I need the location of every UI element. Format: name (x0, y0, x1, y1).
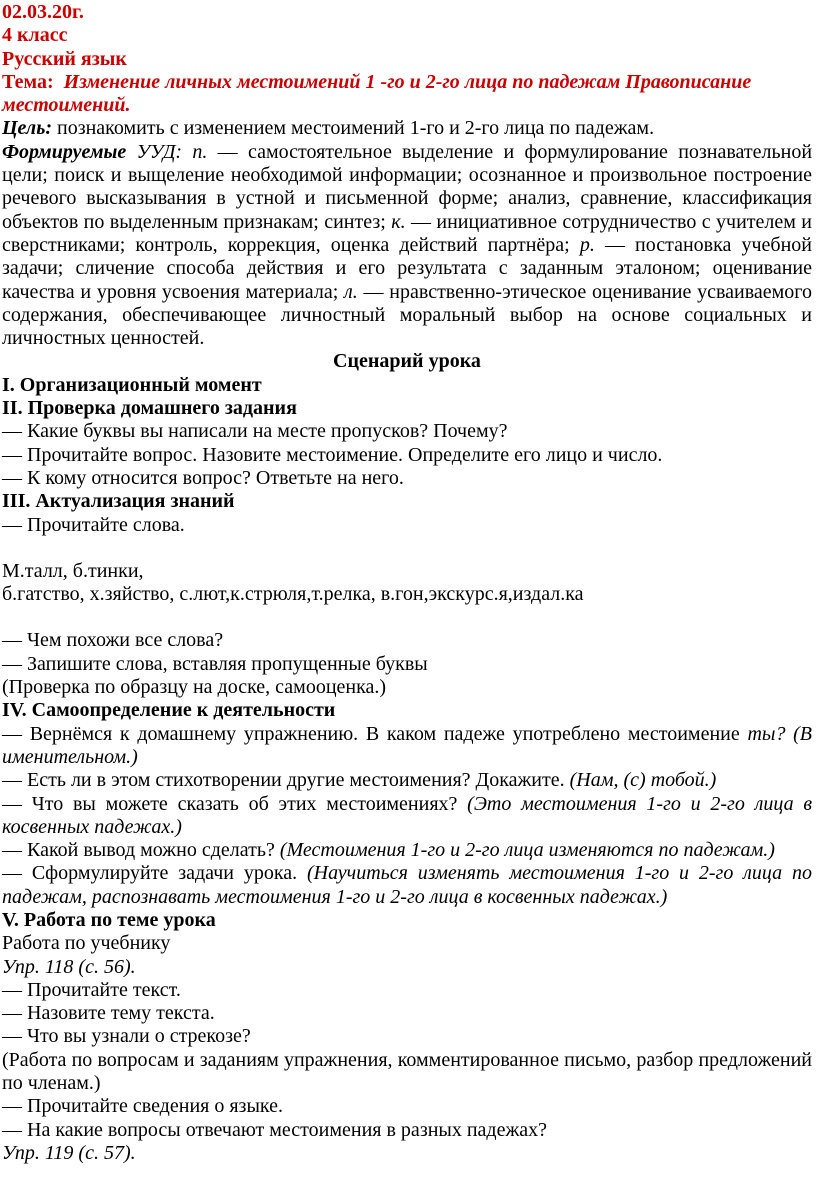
q4-text: — Какой вывод можно сделать? (2, 839, 275, 862)
section-3-line-1: — Прочитайте слова. (2, 513, 185, 536)
exercise-118: Упр. 118 (с. 56). (2, 955, 136, 978)
section-4-q3 (2, 793, 812, 840)
uud-paragraph (2, 141, 812, 351)
lesson-subject: Русский язык (2, 47, 127, 70)
lesson-topic (2, 71, 812, 118)
section-4-q4 (2, 839, 812, 862)
section-1-title: I. Организационный момент (2, 373, 262, 396)
q4-answer: (Местоимения 1-го и 2-го лица изменяются по падежам.) (279, 839, 775, 862)
goal-label: Цель: (2, 117, 52, 140)
uud-k-abbr: к. (391, 210, 406, 233)
section-3-title: III. Актуализация знаний (2, 490, 235, 513)
words-line-2: б.гатство, х.зяйство, с.лют,к.стрюля,т.релка, в.гон,экскурс.я,издал.ка (2, 583, 584, 606)
words-line-1: М.талл, б.тинки, (2, 559, 144, 582)
q5-text: — Сформулируйте задачи урока. (2, 862, 298, 885)
uud-l-text: — нравственно-этическое оценивание усваиваемого содержания, обеспечивающее личностный моральный выбор на основе социальных и личностных ценностей. (2, 280, 813, 350)
section-5-title: V. Работа по теме урока (2, 908, 216, 931)
goal-text: познакомить с изменением местоимений 1-го и 2-го лица по падежам. (57, 117, 655, 140)
section-3-line-2: — Чем похожи все слова? (2, 629, 224, 652)
section-5-item: — На какие вопросы отвечают местоимения в разных падежах? (2, 1118, 548, 1141)
uud-label-2: УУД: (136, 140, 183, 163)
uud-p-abbr: п. (192, 140, 208, 163)
section-2-line: — Какие буквы вы написали на месте пропусков? Почему? (2, 420, 508, 443)
exercise-119: Упр. 119 (с. 57). (2, 1141, 136, 1164)
uud-r-text: — постановка учебной задачи; сличение способа действия и его результата с заданным эталоном; оценивание качества и уровня усвоения материала; (2, 233, 813, 303)
q1-answer: ты? (В именительном.) (2, 722, 813, 768)
uud-l-abbr: л. (344, 280, 358, 303)
uud-k-text: — инициативное сотрудничество с учителем и сверстниками; контроль, коррекция, оценка действий партнёра; (2, 210, 812, 256)
section-4-title: IV. Самоопределение к деятельности (2, 699, 336, 722)
topic-label: Тема: (2, 70, 54, 93)
q1-text: — Вернёмся к домашнему упражнению. В каком падеже употреблено местоимение (2, 722, 740, 745)
section-5-item: — Прочитайте текст. (2, 978, 181, 1001)
section-2-line: — Прочитайте вопрос. Назовите местоимение. Определите его лицо и число. (2, 443, 663, 466)
q3-text: — Что вы можете сказать об этих местоимениях? (2, 792, 458, 815)
section-4-q2 (2, 769, 812, 792)
uud-r-abbr: р. (579, 233, 595, 256)
lesson-goal (2, 117, 812, 140)
topic-text: Изменение личных местоимений 1 -го и 2-го лица по падежам Правописание местоимений. (2, 70, 752, 117)
section-5-item: — Прочитайте сведения о языке. (2, 1095, 283, 1118)
section-4-q1 (2, 723, 812, 770)
q2-answer: (Нам, (с) тобой.) (569, 769, 717, 792)
section-3-line-3: — Запишите слова, вставляя пропущенные буквы (2, 652, 428, 675)
section-5-item: — Что вы узнали о стрекозе? (2, 1025, 251, 1048)
uud-p-text: — самостоятельное выделение и формулирование познавательной цели; поиск и выщеление необходимой информации; осознанное и произвольное построение речевого высказывания в устной и письменной форме; анализ, сравнение, классификация объектов по выделенным признакам; синтез; (2, 140, 813, 233)
spacer (2, 606, 812, 629)
q5-answer: (Научиться изменять местоимения 1-го и 2-го лица по падежам, распознавать местоимения 1-го и 2-го лица в косвенных падежах.) (2, 862, 812, 908)
section-2-line: — К кому относится вопрос? Ответьте на него. (2, 466, 404, 489)
section-5-note: (Работа по вопросам и заданиям упражнения, комментированное письмо, разбор предложений по членам.) (2, 1048, 812, 1095)
lesson-date: 02.03.20г. (2, 1, 84, 23)
spacer (2, 537, 812, 560)
q2-text: — Есть ли в этом стихотворении другие местоимения? Докажите. (2, 769, 565, 792)
section-3-line-4: (Проверка по образцу на доске, самооценка.) (2, 676, 387, 699)
q3-answer: (Это местоимения 1-го и 2-го лица в косвенных падежах.) (2, 792, 812, 838)
uud-label: Формируемые (2, 140, 127, 163)
section-5-item: — Назовите тему текста. (2, 1002, 215, 1025)
section-2-title: II. Проверка домашнего задания (2, 397, 297, 420)
section-5-line-1: Работа по учебнику (2, 932, 171, 955)
lesson-grade: 4 класс (2, 24, 68, 47)
section-4-q5 (2, 862, 812, 909)
scenario-title: Сценарий урока (333, 350, 481, 373)
